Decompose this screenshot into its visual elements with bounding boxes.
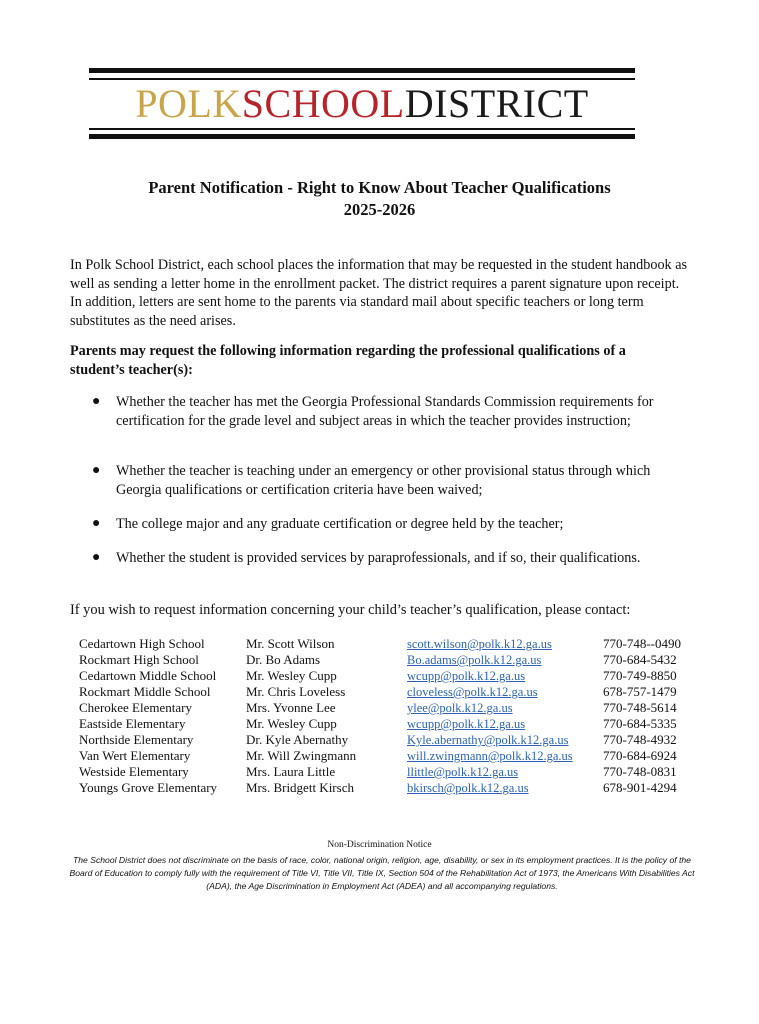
contact-phone: 770-748--0490 (603, 636, 681, 651)
logo-word-school: SCHOOL (241, 81, 405, 126)
contact-name: Mrs. Laura Little (246, 764, 336, 779)
contact-name: Mr. Chris Loveless (246, 684, 346, 699)
contact-name: Mrs. Yvonne Lee (246, 700, 336, 715)
contact-phone: 678-757-1479 (603, 684, 677, 699)
intro-paragraph: In Polk School District, each school places the information that may be requested in the student handbook as well as sending a letter home in the enrollment packet. The district requires a parent signature upon receipt. In addition, letters are sent home to the parents via standard mail about specific teachers or long term substitutes as the need arises. (70, 257, 688, 329)
logo-word-district: DISTRICT (404, 81, 589, 126)
contact-school: Rockmart High School (79, 652, 199, 667)
contact-school: Cherokee Elementary (79, 700, 192, 715)
contact-phone: 770-748-4932 (603, 732, 677, 747)
contact-name: Dr. Kyle Abernathy (246, 732, 349, 747)
contact-name: Mrs. Bridgett Kirsch (246, 780, 354, 795)
school-year: 2025-2026 (343, 200, 416, 219)
contact-school: Cedartown High School (79, 636, 205, 651)
contact-email-link[interactable]: wcupp@polk.k12.ga.us (407, 717, 526, 731)
contact-name: Mr. Wesley Cupp (246, 716, 337, 731)
contact-phone: 770-749-8850 (603, 668, 677, 683)
contact-school: Rockmart Middle School (79, 684, 211, 699)
contact-email-link[interactable]: llittle@polk.k12.ga.us (407, 765, 519, 779)
contact-email-link[interactable]: ylee@polk.k12.ga.us (407, 701, 513, 715)
contact-name: Dr. Bo Adams (246, 652, 321, 667)
bullet-item: Whether the teacher is teaching under an emergency or other provisional status through which Georgia qualifications or certification criteria have been waived; (116, 463, 651, 498)
header-rule-top-thin (89, 78, 635, 80)
contact-school: Youngs Grove Elementary (79, 780, 218, 795)
bullet-dot-icon: ● (92, 463, 101, 478)
contact-name: Mr. Scott Wilson (246, 636, 335, 651)
contact-email-link[interactable]: bkirsch@polk.k12.ga.us (407, 781, 529, 795)
contact-school: Van Wert Elementary (79, 748, 191, 763)
bullet-dot-icon: ● (92, 550, 101, 565)
page-title: Parent Notification - Right to Know About Teacher Qualifications (148, 178, 611, 197)
bullet-dot-icon: ● (92, 394, 101, 409)
contact-school: Cedartown Middle School (79, 668, 217, 683)
contact-phone: 678-901-4294 (603, 780, 677, 795)
contact-name: Mr. Will Zwingmann (246, 748, 357, 763)
contact-phone: 770-684-5432 (603, 652, 677, 667)
contact-school: Northside Elementary (79, 732, 194, 747)
logo-word-polk: POLK (135, 81, 242, 126)
notice-body: The School District does not discriminate on the basis of race, color, national origin, religion, age, disability, or sex in its employment practices. It is the policy of the Board of Education to comply fully with the requirement of Title VI, Title VII, Title IX, Section 504 of the Rehabilitation Act of 1973, the Americans With Disabilities Act (ADA), the Age Discrimination in Employment Act (ADEA) and all accompanying regulations. (69, 855, 695, 891)
contact-email-link[interactable]: Kyle.abernathy@polk.k12.ga.us (407, 733, 569, 747)
notice-title: Non-Discrimination Notice (327, 840, 432, 850)
contact-email-link[interactable]: will.zwingmann@polk.k12.ga.us (407, 749, 573, 763)
contact-phone: 770-748-0831 (603, 764, 677, 779)
bullet-item: Whether the student is provided services by paraprofessionals, and if so, their qualifications. (116, 550, 641, 566)
contact-email-link[interactable]: wcupp@polk.k12.ga.us (407, 669, 526, 683)
header-rule-bottom-thin (89, 128, 635, 130)
contact-email-link[interactable]: cloveless@polk.k12.ga.us (407, 685, 538, 699)
contact-phone: 770-684-6924 (603, 748, 677, 763)
bullet-item: Whether the teacher has met the Georgia Professional Standards Commission requirements for certification for the grade level and subject areas in which the teacher provides instruction; (116, 394, 654, 429)
contact-phone: 770-684-5335 (603, 716, 677, 731)
contact-phone: 770-748-5614 (603, 700, 677, 715)
header-rule-top-thick (89, 68, 635, 73)
contact-email-link[interactable]: Bo.adams@polk.k12.ga.us (407, 653, 542, 667)
contact-school: Westside Elementary (79, 764, 189, 779)
contact-school: Eastside Elementary (79, 716, 186, 731)
bullet-dot-icon: ● (92, 516, 101, 531)
header-rule-bottom-thick (89, 134, 635, 139)
request-lead-paragraph: Parents may request the following information regarding the professional qualifications of a student’s teacher(s): (70, 343, 626, 378)
contact-lead-paragraph: If you wish to request information concerning your child’s teacher’s qualification, please contact: (70, 602, 631, 618)
bullet-item: The college major and any graduate certification or degree held by the teacher; (116, 516, 564, 532)
contact-email-link[interactable]: scott.wilson@polk.k12.ga.us (407, 637, 552, 651)
district-logo (89, 82, 635, 126)
contact-name: Mr. Wesley Cupp (246, 668, 337, 683)
